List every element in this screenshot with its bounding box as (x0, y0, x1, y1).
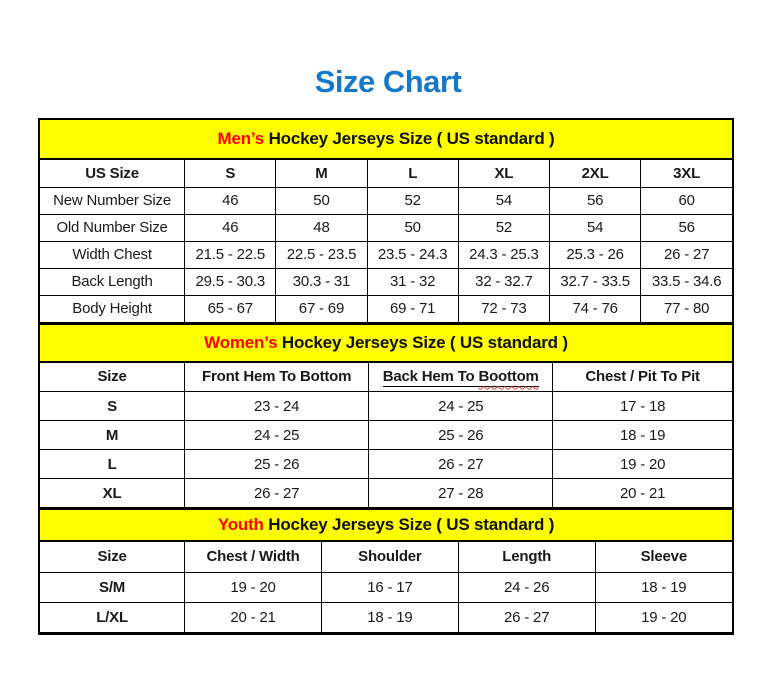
womens-header-front-hem: Front Hem To Bottom (185, 363, 369, 392)
youth-header-row (40, 542, 732, 572)
table-row-youth-sm (40, 572, 732, 602)
cell: 33.5 - 34.6 (641, 268, 732, 295)
womens-header-chest: Chest / Pit To Pit (553, 363, 732, 392)
cell: 26 - 27 (458, 602, 595, 632)
cell: 56 (550, 187, 641, 214)
mens-header-l: L (367, 160, 458, 187)
cell: 77 - 80 (641, 295, 732, 322)
cell: 67 - 69 (276, 295, 367, 322)
table-row-back-length (40, 268, 732, 295)
cell: 18 - 19 (553, 421, 732, 450)
cell: 69 - 71 (367, 295, 458, 322)
youth-header-length: Length (458, 542, 595, 572)
cell: 19 - 20 (185, 572, 322, 602)
cell: 25.3 - 26 (550, 241, 641, 268)
cell: 74 - 76 (550, 295, 641, 322)
page-title: Size Chart (314, 64, 462, 99)
cell: 24 - 26 (458, 572, 595, 602)
youth-header-shoulder: Shoulder (321, 542, 458, 572)
cell: 21.5 - 22.5 (185, 241, 276, 268)
table-row-new-number-size (40, 187, 732, 214)
size-chart (38, 118, 734, 635)
row-label: New Number Size (40, 187, 185, 214)
row-label: Body Height (40, 295, 185, 322)
table-row-old-number-size (40, 214, 732, 241)
cell: 52 (367, 187, 458, 214)
mens-size-table (40, 160, 732, 323)
mens-banner-highlight: Men’s (217, 129, 265, 148)
table-row-womens-l (40, 450, 732, 479)
cell: 23.5 - 24.3 (367, 241, 458, 268)
row-label: L/XL (40, 602, 185, 632)
cell: 54 (458, 187, 549, 214)
cell: 50 (367, 214, 458, 241)
cell: 50 (276, 187, 367, 214)
cell: 18 - 19 (321, 602, 458, 632)
youth-header-size: Size (40, 542, 185, 572)
table-row-womens-s (40, 392, 732, 421)
womens-banner-highlight: Women’s (204, 332, 278, 352)
cell: 46 (185, 187, 276, 214)
row-label: XL (40, 479, 185, 508)
mens-header-2xl: 2XL (550, 160, 641, 187)
cell: 32.7 - 33.5 (550, 268, 641, 295)
table-row-womens-xl (40, 479, 732, 508)
table-row-youth-lxl (40, 602, 732, 632)
cell: 46 (185, 214, 276, 241)
cell: 20 - 21 (185, 602, 322, 632)
cell: 56 (641, 214, 732, 241)
cell: 17 - 18 (553, 392, 732, 421)
youth-section-banner (40, 508, 732, 542)
womens-header-row (40, 363, 732, 392)
table-row-body-height (40, 295, 732, 322)
cell: 26 - 27 (185, 479, 369, 508)
cell: 30.3 - 31 (276, 268, 367, 295)
cell: 25 - 26 (185, 450, 369, 479)
cell: 29.5 - 30.3 (185, 268, 276, 295)
cell: 24.3 - 25.3 (458, 241, 549, 268)
cell: 24 - 25 (185, 421, 369, 450)
row-label: Width Chest (40, 241, 185, 268)
youth-banner-text: Hockey Jerseys Size ( US standard ) (263, 515, 555, 534)
cell: 48 (276, 214, 367, 241)
cell: 25 - 26 (369, 421, 553, 450)
cell: 26 - 27 (369, 450, 553, 479)
cell: 19 - 20 (595, 602, 732, 632)
row-label: L (40, 450, 185, 479)
row-label: Old Number Size (40, 214, 185, 241)
back-hem-misspelled-word: Boottom (478, 368, 539, 386)
mens-header-s: S (185, 160, 276, 187)
cell: 32 - 32.7 (458, 268, 549, 295)
row-label: M (40, 421, 185, 450)
cell: 22.5 - 23.5 (276, 241, 367, 268)
mens-header-m: M (276, 160, 367, 187)
cell: 26 - 27 (641, 241, 732, 268)
mens-header-row (40, 160, 732, 187)
cell: 18 - 19 (595, 572, 732, 602)
cell: 72 - 73 (458, 295, 549, 322)
cell: 24 - 25 (369, 392, 553, 421)
womens-header-back-hem (369, 363, 553, 392)
mens-section-banner (40, 120, 732, 160)
womens-size-table (40, 363, 732, 509)
cell: 23 - 24 (185, 392, 369, 421)
row-label: S/M (40, 572, 185, 602)
youth-header-chest-width: Chest / Width (185, 542, 322, 572)
table-row-width-chest (40, 241, 732, 268)
back-hem-prefix: Back Hem To (382, 368, 479, 386)
cell: 52 (458, 214, 549, 241)
row-label: S (40, 392, 185, 421)
mens-header-3xl: 3XL (641, 160, 732, 187)
mens-banner-text: Hockey Jerseys Size ( US standard ) (264, 129, 555, 148)
womens-section-banner (40, 323, 732, 363)
row-label: Back Length (40, 268, 185, 295)
cell: 16 - 17 (321, 572, 458, 602)
mens-header-xl: XL (458, 160, 549, 187)
cell: 54 (550, 214, 641, 241)
cell: 20 - 21 (553, 479, 732, 508)
cell: 19 - 20 (553, 450, 732, 479)
mens-header-us-size: US Size (40, 160, 185, 187)
youth-banner-highlight: Youth (217, 515, 264, 534)
womens-banner-text: Hockey Jerseys Size ( US standard ) (277, 332, 568, 352)
cell: 31 - 32 (367, 268, 458, 295)
cell: 60 (641, 187, 732, 214)
youth-size-table (40, 542, 732, 633)
cell: 27 - 28 (369, 479, 553, 508)
cell: 65 - 67 (185, 295, 276, 322)
womens-header-size: Size (40, 363, 185, 392)
table-row-womens-m (40, 421, 732, 450)
youth-header-sleeve: Sleeve (595, 542, 732, 572)
